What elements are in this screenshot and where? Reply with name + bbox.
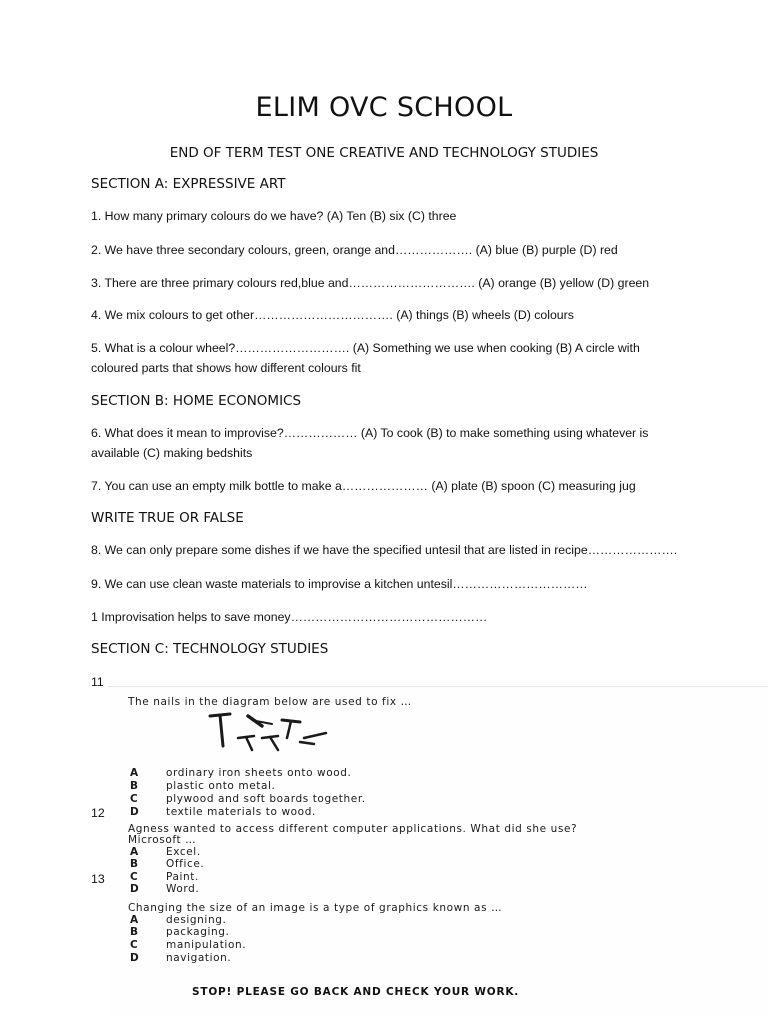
q13-option-d: navigation.	[166, 952, 232, 964]
section-c-heading: SECTION C: TECHNOLOGY STUDIES	[91, 641, 329, 657]
q11-option-b: plastic onto metal.	[166, 780, 276, 792]
true-false-heading: WRITE TRUE OR FALSE	[91, 510, 244, 526]
q12-option-a: Excel.	[166, 846, 201, 858]
q13-option-a: designing.	[166, 914, 227, 926]
question-8: 8. We can only prepare some dishes if we have the specified untesil that are listed in recipe………………….	[91, 543, 678, 557]
test-title: END OF TERM TEST ONE CREATIVE AND TECHNOLOGY STUDIES	[169, 145, 599, 161]
q11-option-c: plywood and soft boards together.	[166, 793, 366, 805]
question-10: 1 Improvisation helps to save money…………………………………………	[91, 610, 488, 624]
q11-stem: The nails in the diagram below are used to fix …	[128, 696, 412, 708]
q12-stem-line2: Microsoft …	[128, 834, 197, 846]
section-b-heading: SECTION B: HOME ECONOMICS	[91, 393, 302, 409]
question-7: 7. You can use an empty milk bottle to make a………………… (A) plate (B) spoon (C) measuring jug	[91, 479, 636, 493]
q13-option-b: packaging.	[166, 926, 230, 938]
scanned-questions-image	[108, 686, 768, 1016]
q12-option-d: Word.	[166, 883, 200, 895]
q12-option-b: Office.	[166, 858, 205, 870]
q11-option-c-letter: C	[130, 793, 138, 805]
q13-stem: Changing the size of an image is a type of graphics known as …	[128, 902, 503, 914]
section-a-heading: SECTION A: EXPRESSIVE ART	[91, 176, 286, 192]
question-9: 9. We can use clean waste materials to improvise a kitchen untesil……………………………	[91, 577, 588, 591]
q11-option-d-letter: D	[130, 806, 139, 818]
question-number-11: 11	[91, 675, 104, 689]
q13-option-a-letter: A	[130, 914, 139, 926]
school-name: ELIM OVC SCHOOL	[255, 92, 513, 123]
q11-option-b-letter: B	[130, 780, 139, 792]
stop-message: STOP! PLEASE GO BACK AND CHECK YOUR WORK.	[192, 986, 520, 998]
q11-option-a: ordinary iron sheets onto wood.	[166, 767, 352, 779]
q11-option-a-letter: A	[130, 767, 139, 779]
q11-option-d: textile materials to wood.	[166, 806, 316, 818]
question-1: 1. How many primary colours do we have? (A) Ten (B) six (C) three	[91, 209, 457, 223]
q12-option-b-letter: B	[130, 858, 139, 870]
q13-option-c: manipulation.	[166, 939, 247, 951]
q12-stem-line1: Agness wanted to access different computer applications. What did she use?	[128, 823, 578, 835]
question-3: 3. There are three primary colours red,blue and…………………………. (A) orange (B) yellow (D) green	[91, 276, 650, 290]
q12-option-c: Paint.	[166, 871, 199, 883]
q13-option-d-letter: D	[130, 952, 139, 964]
scan-edge	[108, 686, 768, 687]
nails-diagram	[208, 712, 338, 758]
question-number-13: 13	[91, 872, 105, 886]
q12-option-d-letter: D	[130, 883, 139, 895]
question-5: 5. What is a colour wheel?………………………. (A) Something we use when cooking (B) A circle with coloured parts that shows how different colours fit	[91, 341, 640, 375]
question-4: 4. We mix colours to get other……………………………. (A) things (B) wheels (D) colours	[91, 308, 574, 322]
q13-option-b-letter: B	[130, 926, 139, 938]
question-number-12: 12	[91, 806, 105, 820]
q12-option-a-letter: A	[130, 846, 139, 858]
q13-option-c-letter: C	[130, 939, 138, 951]
q12-option-c-letter: C	[130, 871, 138, 883]
question-2: 2. We have three secondary colours, green, orange and………………. (A) blue (B) purple (D) red	[91, 243, 618, 257]
question-6: 6. What does it mean to improvise?……………… (A) To cook (B) to make something using whatever is available (C) making bedshits	[91, 426, 649, 460]
